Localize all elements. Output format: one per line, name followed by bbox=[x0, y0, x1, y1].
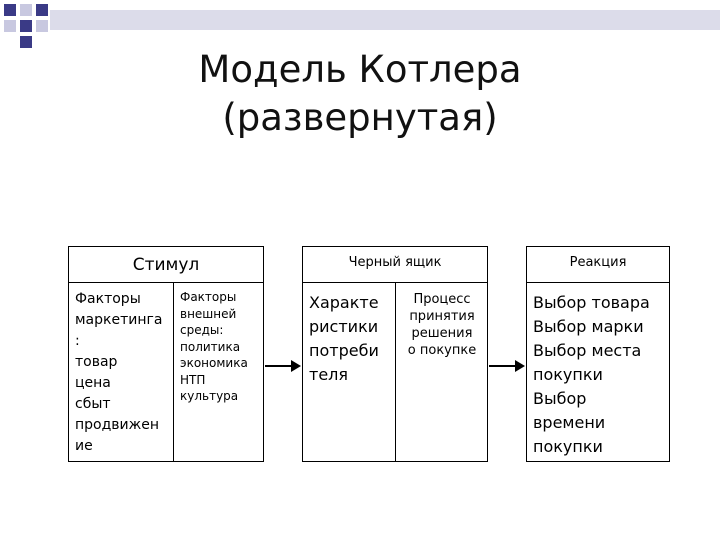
process-line: о покупке bbox=[407, 343, 477, 358]
external-line: среды: bbox=[180, 323, 224, 337]
slide-title bbox=[150, 46, 570, 142]
stimulus-box bbox=[68, 246, 264, 462]
process-line: решения bbox=[411, 326, 473, 341]
stimulus-column-divider bbox=[173, 282, 174, 462]
external-line: экономика bbox=[180, 356, 248, 370]
title-line-2: (развернутая) bbox=[222, 96, 498, 139]
marketing-line: цена bbox=[75, 375, 111, 391]
traits-line: теля bbox=[309, 365, 349, 384]
marketing-line: ие bbox=[75, 438, 93, 454]
title-line-1: Модель Котлера bbox=[198, 48, 522, 91]
decor-square bbox=[20, 4, 32, 16]
decision-process bbox=[401, 291, 483, 359]
header-bar bbox=[50, 10, 720, 30]
reaction-line: покупки bbox=[533, 365, 603, 384]
external-line: политика bbox=[180, 339, 241, 354]
black-box-column-divider bbox=[395, 282, 396, 462]
reaction-list bbox=[533, 291, 650, 459]
reaction-line: покупки bbox=[533, 437, 603, 456]
reaction-line: Выбор места bbox=[533, 341, 642, 360]
consumer-traits bbox=[309, 291, 379, 387]
arrow-blackbox-to-reaction bbox=[489, 365, 523, 367]
external-factors bbox=[180, 289, 248, 405]
decor-square bbox=[36, 4, 48, 16]
external-line: НТП bbox=[180, 372, 206, 387]
reaction-line: времени bbox=[533, 413, 606, 432]
marketing-factors bbox=[75, 289, 162, 457]
black-box-header: Черный ящик bbox=[348, 255, 442, 270]
reaction-line: Выбор марки bbox=[533, 317, 644, 336]
traits-line: ристики bbox=[309, 317, 379, 336]
reaction-line: Выбор bbox=[533, 389, 587, 408]
marketing-line: сбыт bbox=[75, 396, 111, 412]
decor-square bbox=[4, 20, 16, 32]
decorative-header bbox=[0, 0, 720, 50]
marketing-line: Факторы bbox=[75, 291, 141, 307]
stimulus-divider bbox=[69, 282, 263, 283]
reaction-divider bbox=[527, 282, 669, 283]
marketing-line: маркетинга bbox=[75, 312, 163, 328]
marketing-line: продвижен bbox=[75, 417, 160, 433]
external-line: культура bbox=[180, 389, 239, 403]
process-line: принятия bbox=[409, 309, 475, 324]
reaction-header: Реакция bbox=[569, 255, 627, 270]
decor-square bbox=[20, 36, 32, 48]
reaction-box bbox=[526, 246, 670, 462]
black-box bbox=[302, 246, 488, 462]
decor-square bbox=[36, 20, 48, 32]
reaction-line: Выбор товара bbox=[533, 293, 650, 312]
external-line: внешней bbox=[180, 306, 237, 321]
stimulus-header: Стимул bbox=[132, 255, 200, 275]
traits-line: потреби bbox=[309, 341, 379, 360]
decor-square bbox=[4, 4, 16, 16]
arrow-stimulus-to-blackbox bbox=[265, 365, 299, 367]
decor-square bbox=[20, 20, 32, 32]
marketing-line: : bbox=[75, 333, 80, 349]
process-line: Процесс bbox=[413, 292, 471, 307]
marketing-line: товар bbox=[75, 354, 118, 370]
external-line: Факторы bbox=[180, 290, 237, 304]
traits-line: Характе bbox=[309, 293, 379, 312]
